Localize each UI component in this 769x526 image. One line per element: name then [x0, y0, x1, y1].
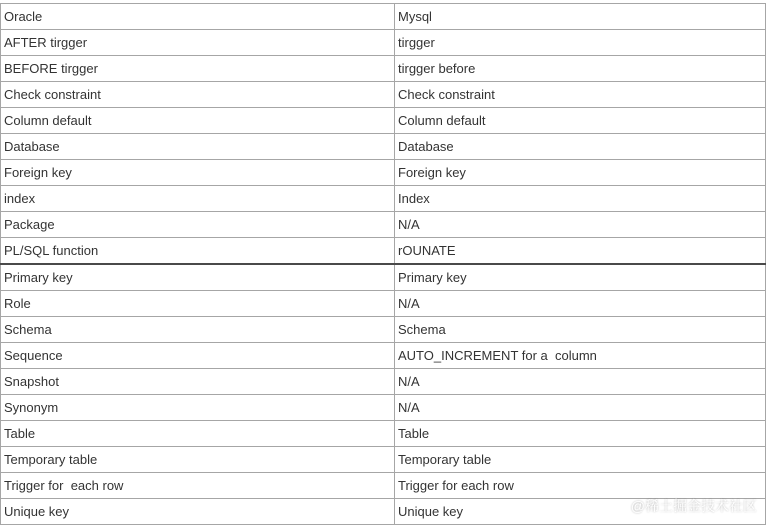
mysql-cell: tirgger before	[395, 56, 766, 82]
oracle-cell: Schema	[1, 317, 395, 343]
mysql-cell: rOUNATE	[395, 238, 766, 265]
table-row	[1, 212, 766, 238]
table-row	[1, 134, 766, 160]
mysql-cell: Schema	[395, 317, 766, 343]
mysql-cell: Unique key	[395, 499, 766, 525]
oracle-cell: Check constraint	[1, 82, 395, 108]
table-row	[1, 56, 766, 82]
mysql-cell: Primary key	[395, 264, 766, 291]
mysql-cell: Mysql	[395, 4, 766, 30]
oracle-cell: Synonym	[1, 395, 395, 421]
table-row	[1, 421, 766, 447]
mysql-cell: Trigger for each row	[395, 473, 766, 499]
oracle-cell: Column default	[1, 108, 395, 134]
table-row	[1, 160, 766, 186]
table-row	[1, 108, 766, 134]
mysql-cell: N/A	[395, 395, 766, 421]
comparison-table	[0, 3, 766, 525]
mysql-cell: N/A	[395, 291, 766, 317]
oracle-cell: Trigger for each row	[1, 473, 395, 499]
mysql-cell: N/A	[395, 212, 766, 238]
mysql-cell: Index	[395, 186, 766, 212]
oracle-cell: Oracle	[1, 4, 395, 30]
mysql-cell: Check constraint	[395, 82, 766, 108]
oracle-cell: Package	[1, 212, 395, 238]
table-row	[1, 264, 766, 291]
oracle-cell: Table	[1, 421, 395, 447]
table-body	[1, 4, 766, 525]
table-row	[1, 291, 766, 317]
oracle-cell: PL/SQL function	[1, 238, 395, 265]
table-row	[1, 447, 766, 473]
mysql-cell: Foreign key	[395, 160, 766, 186]
oracle-cell: Temporary table	[1, 447, 395, 473]
table-row	[1, 186, 766, 212]
mysql-cell: N/A	[395, 369, 766, 395]
oracle-cell: BEFORE tirgger	[1, 56, 395, 82]
table-row	[1, 473, 766, 499]
mysql-cell: tirgger	[395, 30, 766, 56]
oracle-cell: Role	[1, 291, 395, 317]
table-row	[1, 4, 766, 30]
oracle-cell: AFTER tirgger	[1, 30, 395, 56]
table-row	[1, 369, 766, 395]
table-row	[1, 82, 766, 108]
oracle-cell: Sequence	[1, 343, 395, 369]
table-row	[1, 395, 766, 421]
oracle-cell: Database	[1, 134, 395, 160]
mysql-cell: AUTO_INCREMENT for a column	[395, 343, 766, 369]
oracle-cell: Primary key	[1, 264, 395, 291]
oracle-cell: Snapshot	[1, 369, 395, 395]
mysql-cell: Temporary table	[395, 447, 766, 473]
oracle-cell: Foreign key	[1, 160, 395, 186]
oracle-cell: index	[1, 186, 395, 212]
table-row	[1, 30, 766, 56]
table-row	[1, 343, 766, 369]
table-row	[1, 238, 766, 265]
table-row	[1, 317, 766, 343]
watermark: @稀土掘金技术社区	[630, 498, 757, 514]
oracle-cell: Unique key	[1, 499, 395, 525]
mysql-cell: Table	[395, 421, 766, 447]
mysql-cell: Column default	[395, 108, 766, 134]
mysql-cell: Database	[395, 134, 766, 160]
